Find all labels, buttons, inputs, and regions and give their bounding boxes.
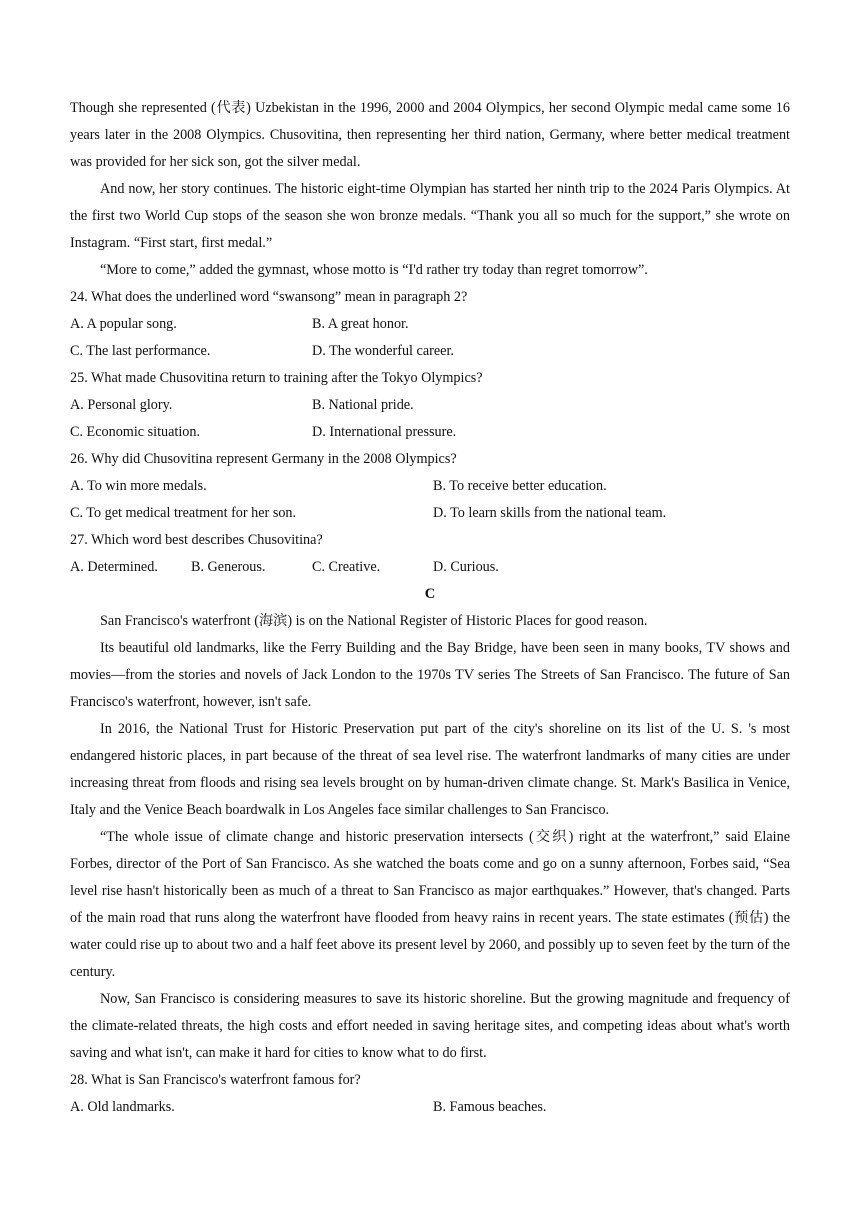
option-b: B. A great honor. bbox=[312, 316, 409, 332]
option-b: B. To receive better education. bbox=[433, 478, 607, 494]
option-c: C. To get medical treatment for her son. bbox=[70, 505, 297, 521]
option-a: A. Determined. bbox=[70, 559, 158, 575]
option-d: D. The wonderful career. bbox=[312, 343, 454, 359]
section-c-heading: C bbox=[424, 586, 436, 602]
option-b: B. Generous. bbox=[191, 559, 266, 575]
option-d: D. Curious. bbox=[433, 559, 499, 575]
question-26: 26. Why did Chusovitina represent Germany in the 2008 Olympics? bbox=[70, 451, 457, 467]
passage-b-paragraph-2: And now, her story continues. The historic eight-time Olympian has started her ninth trip to the 2024 Paris Olympics. At the first two World Cup stops of the season she won bronze medals. “Thank you all so much for the support,” she wrote on Instagram. “First start, first medal.” bbox=[70, 181, 790, 251]
question-28-options-row bbox=[70, 1094, 790, 1121]
option-d: D. To learn skills from the national team. bbox=[433, 505, 667, 521]
question-24-options-row-1 bbox=[70, 311, 790, 338]
option-a: A. A popular song. bbox=[70, 316, 177, 332]
question-24: 24. What does the underlined word “swansong” mean in paragraph 2? bbox=[70, 289, 468, 305]
option-d: D. International pressure. bbox=[312, 424, 457, 440]
option-c: C. Creative. bbox=[312, 559, 381, 575]
option-a: A. Personal glory. bbox=[70, 397, 173, 413]
passage-b-paragraph-3: “More to come,” added the gymnast, whose motto is “I'd rather try today than regret tomorrow”. bbox=[100, 262, 648, 278]
passage-b-paragraph-1-tail: Though she represented (代表) Uzbekistan in the 1996, 2000 and 2004 Olympics, her second Olympic medal came some 16 years later in the 2008 Olympics. Chusovitina, then representing her third nation, Germany, where better medical treatment was provided for her sick son, got the silver medal. bbox=[70, 100, 790, 170]
question-25: 25. What made Chusovitina return to training after the Tokyo Olympics? bbox=[70, 370, 483, 386]
passage-c-paragraph-2: Its beautiful old landmarks, like the Ferry Building and the Bay Bridge, have been seen in many books, TV shows and movies—from the stories and novels of Jack London to the 1970s TV series The Streets of San Francisco. The future of San Francisco's waterfront, however, isn't safe. bbox=[70, 640, 790, 710]
passage-c-paragraph-4: “The whole issue of climate change and historic preservation intersects (交织) right at the waterfront,” said Elaine Forbes, director of the Port of San Francisco. As she watched the boats come and go on a sunny afternoon, Forbes said, “Sea level rise hasn't historically been as much of a threat to San Francisco as major earthquakes.” However, that's changed. Parts of the main road that runs along the waterfront have flooded from heavy rains in recent years. The state estimates (预估) the water could rise up to about two and a half feet above its present level by 2060, and possibly up to seven feet by the turn of the century. bbox=[70, 829, 790, 980]
option-a: A. To win more medals. bbox=[70, 478, 207, 494]
question-25-options-row-2 bbox=[70, 419, 790, 446]
passage-c-paragraph-3: In 2016, the National Trust for Historic Preservation put part of the city's shoreline on its list of the U. S. 's most endangered historic places, in part because of the threat of sea level rise. The waterfront landmarks of many cities are under increasing threat from floods and rising sea levels brought on by human-driven climate change. St. Mark's Basilica in Venice, Italy and the Venice Beach boardwalk in Los Angeles face similar challenges to San Francisco. bbox=[70, 721, 790, 818]
question-27-options-row bbox=[70, 554, 790, 581]
question-27: 27. Which word best describes Chusovitina? bbox=[70, 532, 323, 548]
question-24-options-row-2 bbox=[70, 338, 790, 365]
option-a: A. Old landmarks. bbox=[70, 1099, 175, 1115]
option-c: C. Economic situation. bbox=[70, 424, 201, 440]
question-28: 28. What is San Francisco's waterfront famous for? bbox=[70, 1072, 361, 1088]
option-b: B. National pride. bbox=[312, 397, 414, 413]
question-26-options-row-1 bbox=[70, 473, 790, 500]
exam-page bbox=[70, 95, 790, 1121]
passage-c-paragraph-1: San Francisco's waterfront (海滨) is on the National Register of Historic Places for good reason. bbox=[100, 613, 648, 629]
option-b: B. Famous beaches. bbox=[433, 1099, 547, 1115]
question-26-options-row-2 bbox=[70, 500, 790, 527]
question-25-options-row-1 bbox=[70, 392, 790, 419]
passage-c-paragraph-5: Now, San Francisco is considering measures to save its historic shoreline. But the growing magnitude and frequency of the climate-related threats, the high costs and effort needed in saving heritage sites, and competing ideas about what's worth saving and what isn't, can make it hard for cities to know what to do first. bbox=[70, 991, 790, 1061]
option-c: C. The last performance. bbox=[70, 343, 211, 359]
